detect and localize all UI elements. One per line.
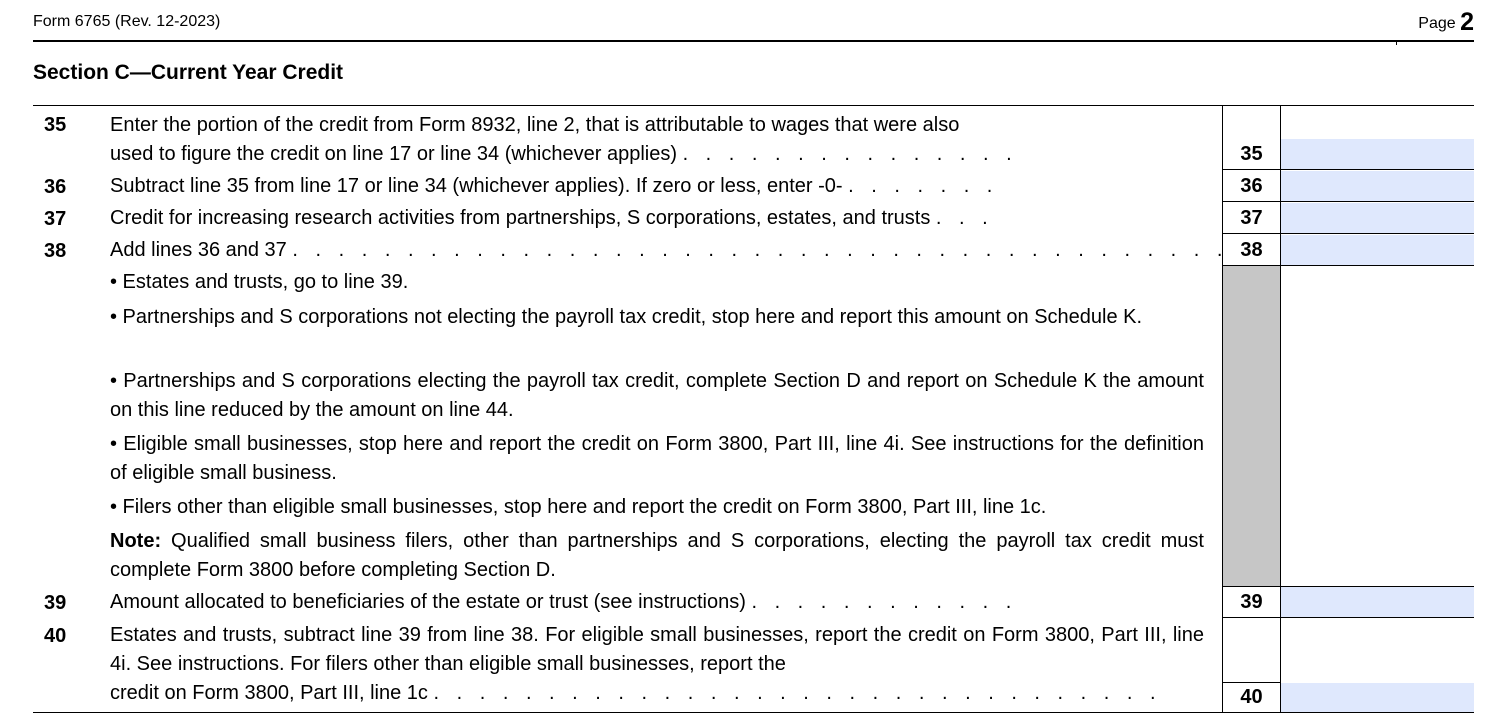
line-37-box-label: 37 [1240, 207, 1263, 229]
line-38-text: Add lines 36 and 37 . . . . . . . . . . . . . . . . . . . . . . . . . . . . . . . . . . . . . . . . . [110, 239, 1229, 261]
line-39-amount-input[interactable] [1281, 587, 1474, 617]
line-39-box-label: 39 [1240, 591, 1263, 613]
line-39-rule [1222, 617, 1474, 618]
page-indicator [1418, 8, 1474, 37]
header-tick [1396, 40, 1397, 45]
line-35-amount[interactable] [1281, 139, 1474, 169]
shaded-box-area [1223, 266, 1280, 586]
section-title: Section C—Current Year Credit [33, 61, 344, 84]
line-38-leader: . . . . . . . . . . . . . . . . . . . . . . . . . . . . . . . . . . . . . . . . . [292, 239, 1229, 261]
line-35-leader: . . . . . . . . . . . . . . . [682, 143, 1018, 165]
line-37-amount-input[interactable] [1281, 203, 1474, 233]
page-number: 2 [1460, 8, 1474, 36]
line-38-rule [1222, 265, 1474, 266]
line-40-number: 40 [44, 625, 67, 647]
bullet-eligible-small-businesses: • Eligible small businesses, stop here and report the credit on Form 3800, Part III, line 4i. See instructions for the definition of eligible small business. [110, 433, 1204, 484]
line-36-amount[interactable] [1281, 171, 1474, 201]
header-rule [33, 40, 1474, 42]
line-35-text: Enter the portion of the credit from Form 8932, line 2, that is attributable to wages that were also [110, 114, 960, 136]
line-40-amount-input[interactable] [1281, 683, 1474, 712]
bullet-other-filers: • Filers other than eligible small businesses, stop here and report the credit on Form 3800, Part III, line 1c. [110, 496, 1047, 518]
line-35-box-label: 35 [1240, 143, 1263, 165]
line-37-amount[interactable] [1281, 203, 1474, 233]
form-id: Form 6765 (Rev. 12-2023) [33, 13, 221, 30]
line-36-leader: . . . . . . . [848, 175, 999, 197]
line-37-leader: . . . [935, 207, 994, 229]
line-36-text: Subtract line 35 from line 17 or line 34 (whichever applies). If zero or less, enter -0- . . . . . . . [110, 175, 999, 197]
line-40-leader: . . . . . . . . . . . . . . . . . . . . . . . . . . . . . . . . [433, 682, 1162, 704]
line-38-box-label: 38 [1240, 239, 1263, 261]
note-qualified-small-business [110, 527, 1204, 585]
line-39-amount[interactable] [1281, 587, 1474, 617]
line-35-amount-input[interactable] [1281, 139, 1474, 169]
line-36-number: 36 [44, 176, 67, 198]
table-bottom-rule [33, 712, 1474, 713]
line-39-text: Amount allocated to beneficiaries of the estate or trust (see instructions) . . . . . . . . . . . . [110, 591, 1018, 613]
line-40-text: Estates and trusts, subtract line 39 from line 38. For eligible small businesses, report the credit on Form 3800, Part III, line 4i. See instructions. For filers other than eligible small businesses, report the [110, 624, 1204, 675]
line-38-number: 38 [44, 240, 67, 262]
line-38-amount-input[interactable] [1281, 235, 1474, 265]
page-label: Page [1418, 15, 1456, 32]
line-37-rule [1222, 233, 1474, 234]
line-40-amount[interactable] [1281, 683, 1474, 712]
line-40-box-label: 40 [1240, 686, 1263, 708]
line-36-rule [1222, 201, 1474, 202]
line-39-leader: . . . . . . . . . . . . [751, 591, 1018, 613]
table-top-rule [33, 105, 1474, 106]
line-40-text-cont: credit on Form 3800, Part III, line 1c . . . . . . . . . . . . . . . . . . . . . . . . . . . . . . . . [110, 682, 1162, 704]
note-text: Qualified small business filers, other than partnerships and S corporations, electing the payroll tax credit must complete Form 3800 before completing Section D. [110, 530, 1204, 581]
line-36-amount-input[interactable] [1281, 171, 1474, 201]
line-38-amount[interactable] [1281, 235, 1474, 265]
line-37-number: 37 [44, 208, 67, 230]
bullet-partnerships-electing: • Partnerships and S corporations electing the payroll tax credit, complete Section D and report on Schedule K the amount on this line reduced by the amount on line 44. [110, 370, 1204, 421]
line-35-rule [1222, 169, 1474, 170]
line-37-text: Credit for increasing research activities from partnerships, S corporations, estates, and trusts . . . [110, 207, 994, 229]
line-36-box-label: 36 [1240, 175, 1263, 197]
line-35-text-cont: used to figure the credit on line 17 or line 34 (whichever applies) . . . . . . . . . . . . . . . [110, 143, 1018, 165]
bullet-estates-trusts: • Estates and trusts, go to line 39. [110, 271, 409, 293]
line-39-number: 39 [44, 592, 67, 614]
bullet-partnerships-not-electing: • Partnerships and S corporations not electing the payroll tax credit, stop here and report this amount on Schedule K. [110, 306, 1143, 328]
note-label: Note: [110, 530, 162, 552]
line-35-number: 35 [44, 114, 67, 136]
